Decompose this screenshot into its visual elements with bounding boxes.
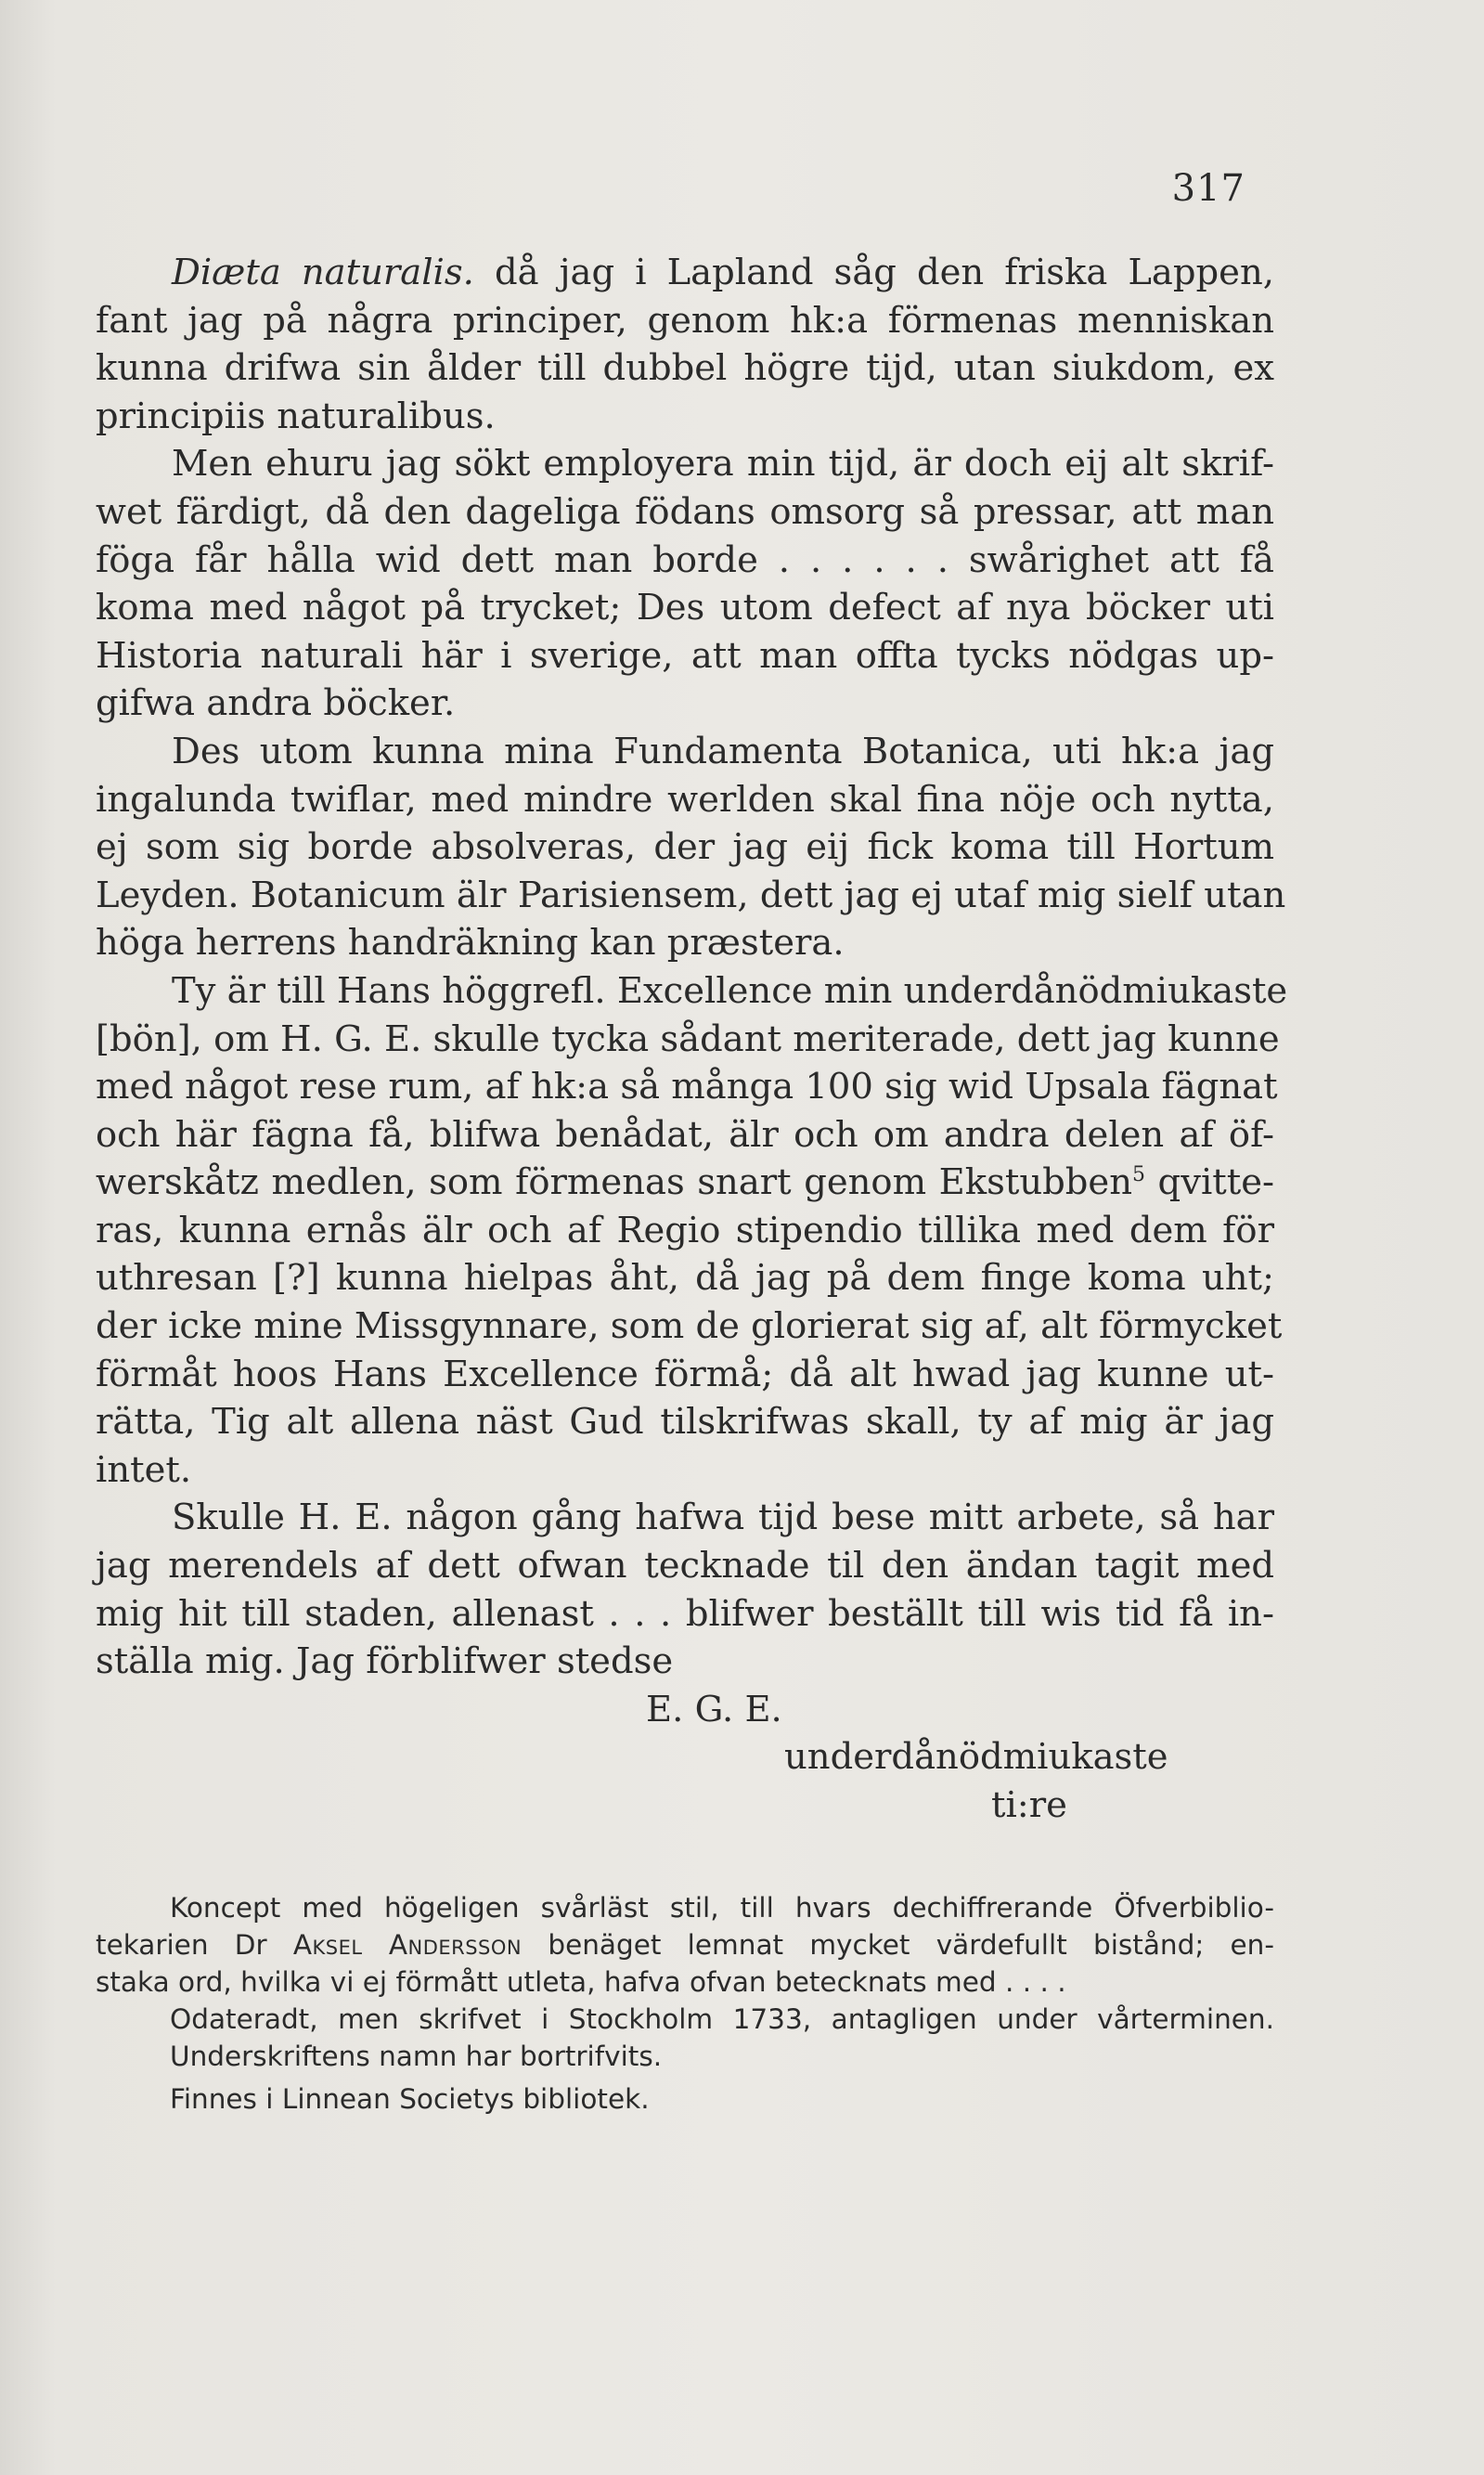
text-line: Leyden. Botanicum älr Parisiensem, dett jag ej utaf mig sielf utan [96, 874, 1286, 916]
text-line: Ty är till Hans höggrefl. Excellence min underdånödmiukaste [172, 969, 1288, 1012]
text-line: med något rese rum, af hk:a så många 100 sig wid Upsala fägnat [96, 1066, 1278, 1108]
italic-heading: Diæta naturalis. [172, 252, 474, 293]
text-line: Historia naturali här i sverige, att man offta tycks nödgas up- [96, 634, 1274, 677]
footnote-line: Finnes i Linnean Societys bibliotek. [170, 2083, 650, 2115]
text-line [96, 249, 1274, 297]
text-line: koma med något på trycket; Des utom defect af nya böcker uti [96, 587, 1274, 629]
text-line: principiis naturalibus. [96, 395, 496, 437]
text-fragment [363, 1929, 389, 1961]
signature-block [96, 1686, 1274, 1830]
text-fragment: då jag i Lapland såg den friska Lappen, [473, 252, 1274, 293]
text-line: der icke mine Missgynnare, som de glorierat sig af, alt förmycket [96, 1305, 1283, 1348]
page-number: 317 [1171, 167, 1245, 210]
text-line: Des utom kunna mina Fundamenta Botanica, uti hk:a jag [172, 730, 1274, 772]
footnote-line: Underskriftens namn har bortrifvits. [170, 2041, 663, 2072]
text-line: wet färdigt, då den dageliga födans omsorg så pressar, att man [96, 490, 1274, 533]
text-line: mig hit till staden, allenast . . . blifwer beställt till wis tid få in- [96, 1592, 1274, 1635]
text-line: fant jag på några principer, genom hk:a förmenas menniskan [96, 299, 1274, 342]
text-line: ställa mig. Jag förblifwer stedse [96, 1640, 674, 1683]
letter-body [96, 249, 1288, 1830]
footnote-line: staka ord, hvilka vi ej förmått utleta, hafva ofvan betecknats med . . . . [96, 1966, 1066, 1998]
text-line: ingalunda twiflar, med mindre werlden skal fina nöje och nytta, [96, 778, 1274, 821]
footnote-marker: 5 [1132, 1163, 1145, 1187]
paragraph-3 [96, 728, 1286, 967]
text-line: ej som sig borde absolveras, der jag eij fick koma till Hortum [96, 826, 1274, 869]
signature-closing: underdånödmiukaste [784, 1736, 1168, 1779]
text-fragment: tekarien Dr [96, 1929, 293, 1961]
footnote-line [96, 1926, 1274, 1963]
footnotes [96, 1889, 1274, 2118]
paragraph-1 [96, 249, 1274, 440]
text-line: och här fägna få, blifwa benådat, älr och om andra delen af öf- [96, 1113, 1274, 1156]
text-line: gifwa andra böcker. [96, 682, 456, 725]
text-line: intet. [96, 1448, 192, 1491]
text-line: Men ehuru jag sökt employera min tijd, är doch eij alt skrif- [172, 443, 1274, 486]
paragraph-4 [96, 967, 1288, 1495]
text-line: jag merendels af dett ofwan tecknade til den ändan tagit med [96, 1545, 1274, 1587]
text-line [96, 1159, 1274, 1207]
footnote-line: Odateradt, men skrifvet i Stockholm 1733, antagligen under vårterminen. [170, 2003, 1274, 2035]
paragraph-2 [96, 440, 1274, 728]
footnote-line: Koncept med högeligen svårläst stil, till hvars dechiffrerande Öfverbiblio- [170, 1892, 1274, 1924]
text-fragment: werskåtz medlen, som förmenas snart genom Ekstubben [96, 1161, 1132, 1204]
text-line: höga herrens handräkning kan præstera. [96, 922, 845, 965]
text-line: föga får hålla wid dett man borde . . . . . . swårighet att få [96, 538, 1274, 581]
text-line: ras, kunna ernås älr och af Regio stipendio tillika med dem för [96, 1209, 1274, 1251]
text-line: [bön], om H. G. E. skulle tycka sådant meriterade, dett jag kunne [96, 1017, 1280, 1060]
text-fragment: benäget lemnat mycket värdefullt bistånd; en- [522, 1929, 1274, 1961]
text-line: förmåt hoos Hans Excellence förmå; då alt hwad jag kunne ut- [96, 1353, 1274, 1395]
text-line: kunna drifwa sin ålder till dubbel högre tijd, utan siukdom, ex [96, 347, 1274, 390]
text-line: rätta, Tig alt allena näst Gud tilskrifwas skall, ty af mig är jag [96, 1401, 1274, 1444]
text-line: uthresan [?] kunna hielpas åht, då jag på dem finge koma uht; [96, 1257, 1274, 1300]
signature-initials: E. G. E. [646, 1688, 782, 1730]
text-line: Skulle H. E. någon gång hafwa tijd bese mitt arbete, så har [172, 1497, 1274, 1539]
paragraph-5 [96, 1494, 1274, 1685]
person-name: Andersson [388, 1929, 523, 1961]
person-name: Aksel [292, 1929, 363, 1961]
text-fragment: qvitte- [1145, 1161, 1274, 1204]
signature-tiere: ti:re [991, 1784, 1067, 1826]
